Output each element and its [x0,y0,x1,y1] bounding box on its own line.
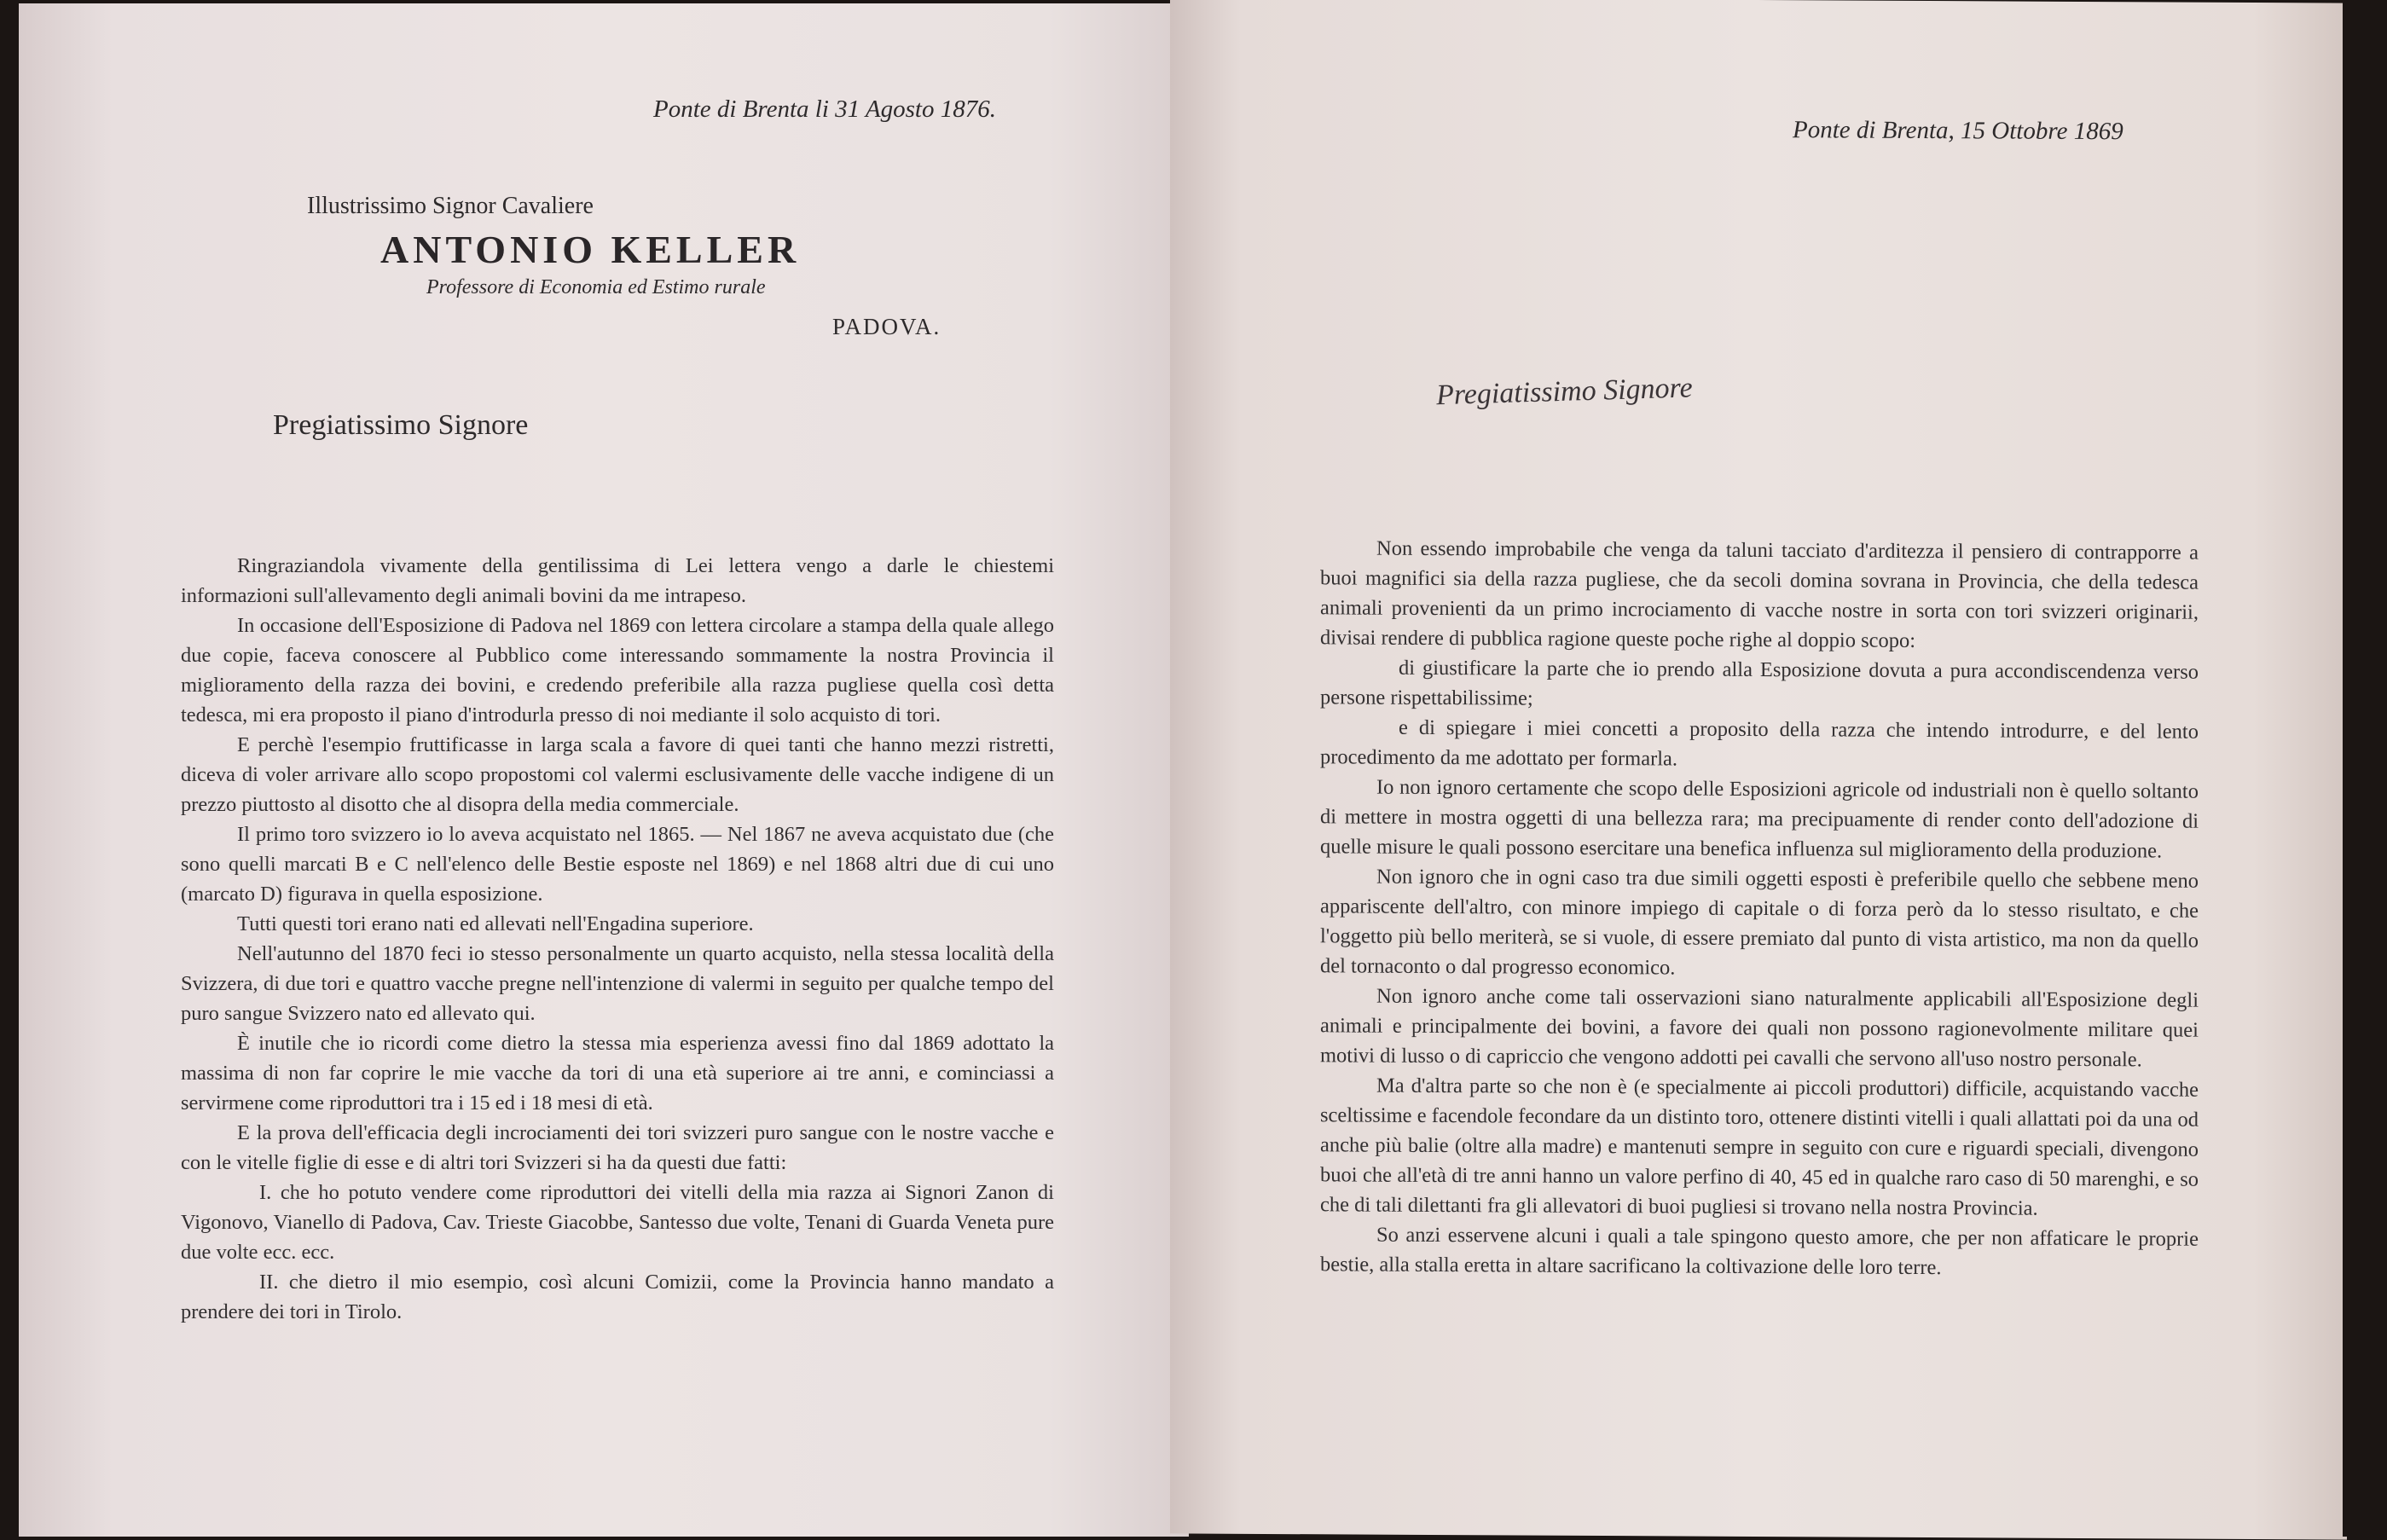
right-paragraph: Io non ignoro certamente che scopo delle Esposizioni agricole od industriali non è quello soltanto di mettere in mostra oggetti di una bellezza rara; ma precipuamente di render conto dell'adozione di quelle misure le quali possono esercitare una benefica influenza sul miglioramento della produzione. [1320,775,2199,863]
addressee-title: Professore di Economia ed Estimo rurale [426,276,766,298]
left-paragraph: E perchè l'esempio fruttificasse in larga scala a favore di quei tanti che hanno mezzi ristretti, diceva di voler arrivare allo scopo propostomi col valermi esclusivamente delle vacche indigene di un prezzo piuttosto al disotto che al disopra della media commerciale. [181,733,1054,816]
left-paragraph: Ringraziandola vivamente della gentilissima di Lei lettera vengo a darle le chiestemi informazioni sull'allevamento degli animali bovini da me intrapeso. [181,554,1054,607]
left-paragraph: E la prova dell'efficacia degli incrociamenti dei tori svizzeri puro sangue con le nostre vacche e con le vitelle figlie di esse e di altri tori Svizzeri si ha da questi due fatti: [181,1121,1054,1174]
right-greeting: Pregiatissimo Signore [1435,372,1694,412]
left-greeting: Pregiatissimo Signore [273,409,529,441]
right-paragraph: di giustificare la parte che io prendo alla Esposizione dovuta a pura accondiscendenza verso persone rispettabilissime; [1320,656,2199,710]
addressee-name: ANTONIO KELLER [380,228,801,271]
left-list-item: II. che dietro il mio esempio, così alcuni Comizii, come la Provincia hanno mandato a prendere dei tori in Tirolo. [181,1271,1054,1323]
right-paragraph: So anzi esservene alcuni i quali a tale spingono questo amore, che per non affaticare le proprie bestie, alla stalla eretta in altare sacrificano la coltivazione delle loro terre. [1320,1223,2199,1280]
right-paragraph: Non ignoro che in ogni caso tra due simili oggetti esposti è preferibile quello che sebbene meno appariscente dell'altro, con minore impiego di capitale o di forza però da lo stesso risultato, e che l'oggetto più bello meriterà, se si vuole, di essere premiato dal punto di vista artistico, ma non da quello del tornaconto o dal progresso economico. [1320,865,2199,980]
left-paragraph: Il primo toro svizzero io lo aveva acquistato nel 1865. — Nel 1867 ne aveva acquistato due (che sono quelli marcati B e C nell'elenco delle Bestie esposte nel 1869) e nel 1868 altri due di cui uno (marcato D) figurava in quella esposizione. [181,823,1054,906]
right-letter-body [1320,533,2199,1283]
left-date: Ponte di Brenta li 31 Agosto 1876. [653,96,996,123]
left-letter-body [181,551,1054,1327]
left-list-item: I. che ho potuto vendere come riproduttori dei vitelli della mia razza ai Signori Zanon di Vigonovo, Vianello di Padova, Cav. Trieste Giacobbe, Santesso due volte, Tenani di Guarda Veneta pure due volte ecc. ecc. [181,1181,1054,1264]
right-paragraph: Non ignoro anche come tali osservazioni siano naturalmente applicabili all'Esposizione degli animali e principalmente dei bovini, a favore dei quali non possono ragionevolmente militare quei motivi di lusso o di capriccio che vengono addotti pei cavalli che servono all'uso nostro personale. [1320,984,2199,1072]
left-page [19,3,1189,1537]
right-paragraph: Non essendo improbabile che venga da taluni tacciato d'arditezza il pensiero di contrapporre a buoi magnifici sia della razza pugliese, che da secoli domina sovrana in Provincia, che della tedesca animali provenienti da un primo incrociamento di vacche nostre in sorta con tori svizzeri originarii, divisai rendere di pubblica ragione queste poche righe al doppio scopo: [1320,536,2199,652]
background-edge [2343,0,2387,1537]
left-paragraph: Tutti questi tori erano nati ed allevati nell'Engadina superiore. [237,912,754,935]
right-paragraph: Ma d'altra parte so che non è (e specialmente ai piccoli produttori) difficile, acquistando vacche sceltissime e facendole fecondare da un distinto toro, ottenere distinti vitelli i quali allattati poi da una od anche più balie (oltre alla madre) e mantenuti sempre in seguito con cure e riguardi speciali, divengono buoi che all'età di tre anni hanno un valore perfino di 40, 45 ed in qualche raro caso di 50 marenghi, e so che di tali dilettanti fra gli allevatori di buoi pugliesi si trovano nella nostra Provincia. [1320,1074,2199,1220]
left-paragraph: Nell'autunno del 1870 feci io stesso personalmente un quarto acquisto, nella stessa località della Svizzera, di due tori e quattro vacche pregne nell'intenzione di valermi in seguito per qualche tempo del puro sangue Svizzero nato ed allevato qui. [181,942,1054,1025]
right-paragraph: e di spiegare i miei concetti a proposito della razza che intendo introdurre, e del lento procedimento da me adottato per formarla. [1320,715,2199,771]
right-date: Ponte di Brenta, 15 Ottobre 1869 [1793,116,2123,146]
left-paragraph: È inutile che io ricordi come dietro la stessa mia esperienza avessi fino dal 1869 adottato la massima di non far coprire le mie vacche da tori di una età superiore ai tre anni, e cominciassi a servirmene come riproduttori tra i 15 ed i 18 mesi di età. [181,1032,1054,1114]
addressee-salutation: Illustrissimo Signor Cavaliere [307,193,594,219]
addressee-city: PADOVA. [832,314,941,339]
left-paragraph: In occasione dell'Esposizione di Padova nel 1869 con lettera circolare a stampa della quale allego due copie, faceva conoscere al Pubblico come interessando sommamente la nostra Provincia il miglioramento della razza dei bovini, e credendo preferibile alla razza pugliese quella così detta tedesca, mi era proposto il piano d'introdurla presso di noi mediante il solo acquisto di tori. [181,614,1054,727]
right-page [1170,0,2347,1540]
